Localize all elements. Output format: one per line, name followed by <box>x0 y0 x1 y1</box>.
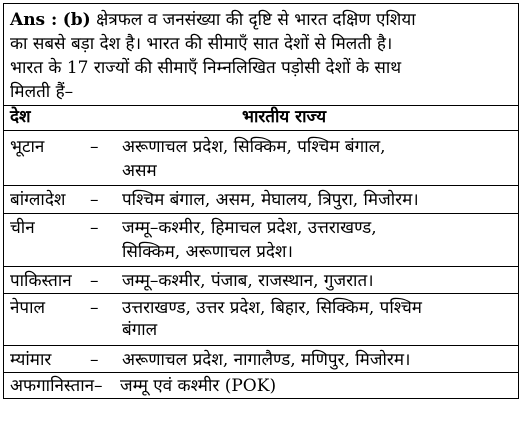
states-pakistan-line-1: जम्मू–कश्मीर, पंजाब, राजस्थान, गुजरात। <box>122 271 374 291</box>
country-pakistan: पाकिस्तान <box>10 271 72 291</box>
states-nepal-line-1: उत्तराखण्ड, उत्तर प्रदेश, बिहार, सिक्किम, पश्चिम <box>122 298 422 318</box>
row-dash: – <box>90 218 99 238</box>
country-nepal: नेपाल <box>10 298 46 318</box>
row-dash: – <box>90 137 99 157</box>
country-bhutan: भूटान <box>10 137 45 157</box>
intro-line-2: का सबसे बड़ा देश है। भारत की सीमाएँ सात देशों से मिलती है। <box>10 34 393 54</box>
intro-line-3: भारत के 17 राज्यों की सीमाएँ निम्नलिखित पड़ोसी देशों के साथ <box>10 58 402 78</box>
answer-box <box>3 3 519 399</box>
row-rule <box>4 266 518 267</box>
intro-line-1 <box>10 8 416 32</box>
row-rule <box>4 345 518 346</box>
states-afghanistan-line-1: जम्मू एवं कश्मीर (POK) <box>120 376 277 396</box>
states-nepal-line-2: बंगाल <box>122 320 158 340</box>
country-myanmar: म्यांमार <box>10 350 52 370</box>
row-rule <box>4 293 518 294</box>
country-afghanistan: अफगानिस्तान– <box>10 376 103 396</box>
row-dash: – <box>90 298 99 318</box>
intro-line-4: मिलती हैं– <box>10 82 74 102</box>
row-dash: – <box>90 350 99 370</box>
states-myanmar-line-1: अरूणाचल प्रदेश, नागालैण्ड, मणिपुर, मिजोरम। <box>122 350 411 370</box>
country-bangladesh: बांग्लादेश <box>10 190 66 210</box>
states-bhutan-line-2: असम <box>122 161 157 181</box>
country-china: चीन <box>10 218 35 238</box>
row-dash: – <box>90 271 99 291</box>
states-bhutan-line-1: अरूणाचल प्रदेश, सिक्किम, पश्चिम बंगाल, <box>122 137 386 157</box>
row-dash: – <box>90 190 99 210</box>
answer-label: Ans : <box>10 10 58 30</box>
header-states: भारतीय राज्य <box>242 107 327 127</box>
intro-text-1: क्षेत्रफल व जनसंख्या की दृष्टि से भारत दक्षिण एशिया <box>96 10 416 30</box>
row-rule <box>4 213 518 214</box>
row-rule <box>4 185 518 186</box>
states-china-line-1: जम्मू–कश्मीर, हिमाचल प्रदेश, उत्तराखण्ड, <box>122 218 377 238</box>
states-bangladesh-line-1: पश्चिम बंगाल, असम, मेघालय, त्रिपुरा, मिजोरम। <box>122 190 419 210</box>
header-country: देश <box>10 107 31 127</box>
answer-option: (b) <box>62 10 91 30</box>
states-china-line-2: सिक्किम, अरूणाचल प्रदेश। <box>122 242 293 262</box>
header-bottom-rule <box>4 130 518 131</box>
